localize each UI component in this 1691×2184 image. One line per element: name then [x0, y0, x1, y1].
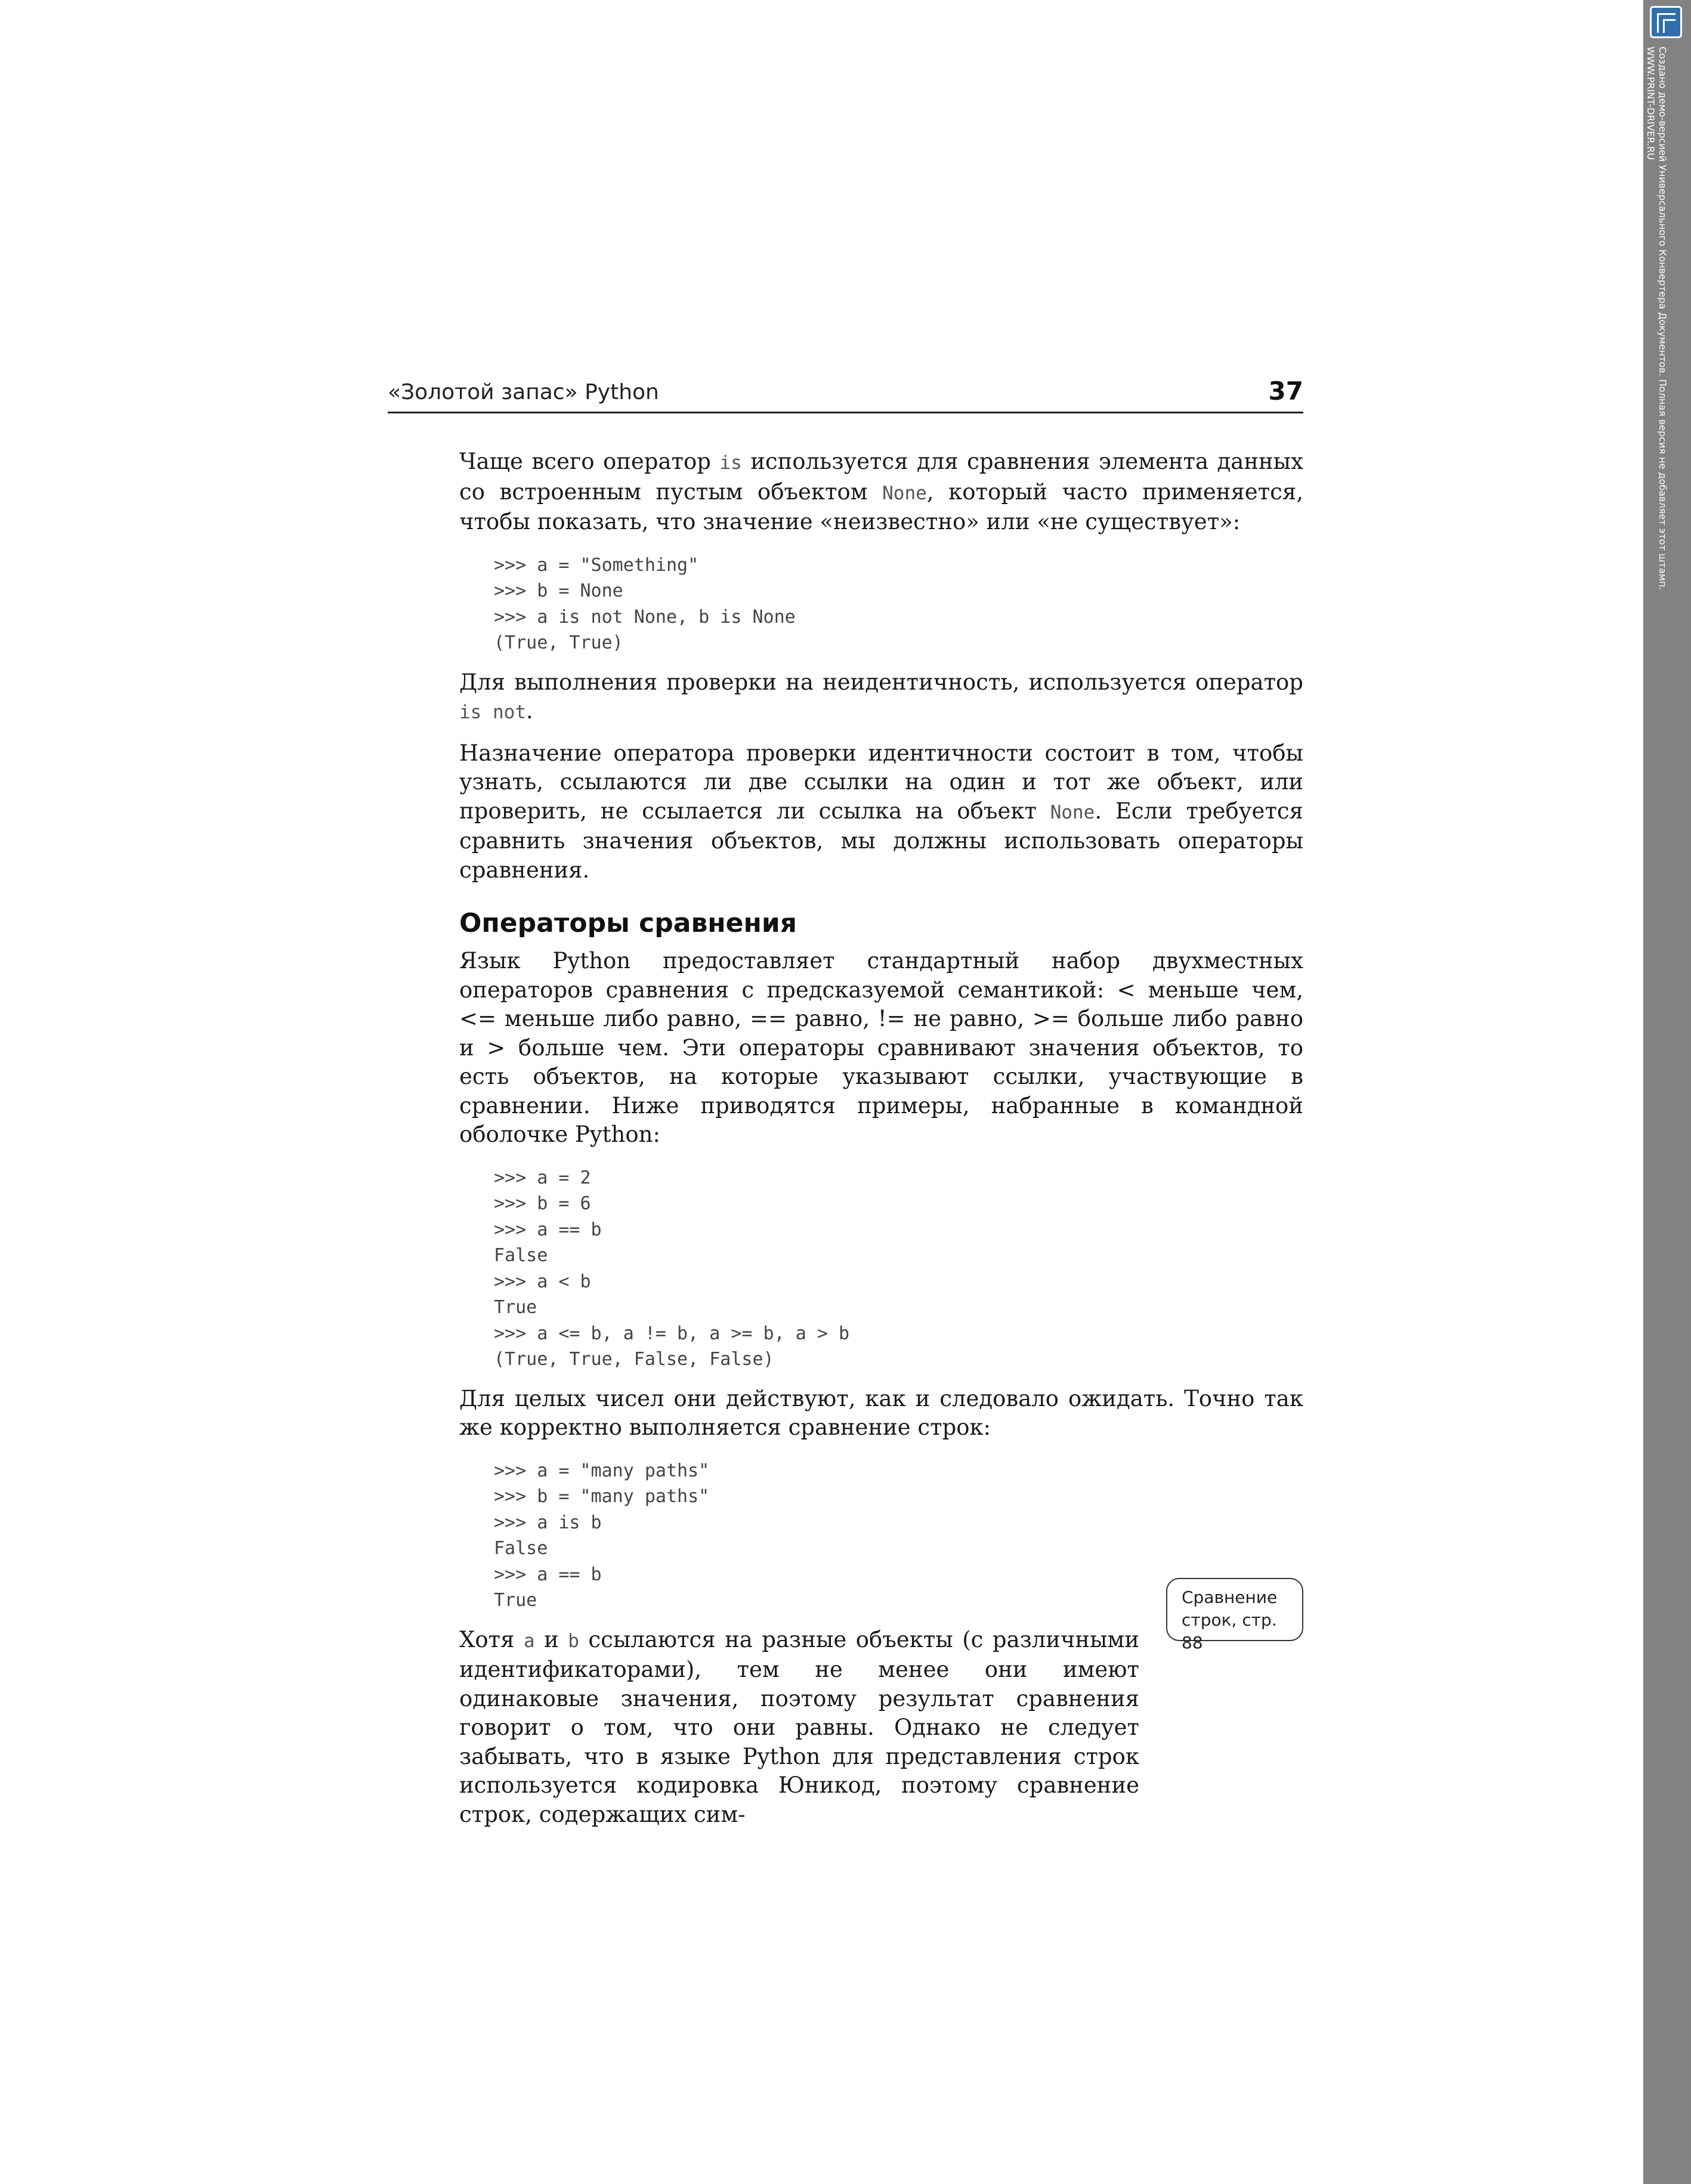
- running-header: [388, 375, 1303, 413]
- code-block-identity: >>> a = "Something" >>> b = None >>> a is not None, b is None (True, True): [494, 554, 796, 653]
- code-block-integer-comparison: >>> a = 2 >>> b = 6 >>> a == b False >>> a < b True >>> a <= b, a != b, a >= b, a > b (True, True, False, False): [494, 1167, 850, 1370]
- paragraph-is-operator: Чаще всего оператор is используется для сравнения элемента данных со встроенным пустым объектом None, который часто применяется, чтобы показать, что значение «неизвестно» или «не существует»:: [459, 449, 1303, 535]
- inline-code: None: [882, 482, 927, 504]
- paragraph-is-not: Для выполнения проверки на неидентичность, используется оператор is not.: [459, 669, 1303, 724]
- section-heading: Операторы сравнения: [459, 908, 797, 938]
- paragraph-identity-purpose: Назначение оператора проверки идентичности состоит в том, чтобы узнать, ссылаются ли две ссылки на один и тот же объект, или проверить, не ссылается ли ссылка на объект None. Если требуется сравнить значения объектов, мы должны использовать операторы сравнения.: [459, 740, 1303, 883]
- page-number: 37: [1268, 376, 1303, 406]
- inline-code: None: [1050, 801, 1095, 823]
- document-converter-logo-icon: [1650, 6, 1682, 38]
- code-block-string-comparison: >>> a = "many paths" >>> b = "many paths" >>> a is b False >>> a == b True: [494, 1460, 710, 1611]
- watermark-url: WWW.PRINT-DRIVER.RU: [1645, 47, 1656, 160]
- inline-code: b: [568, 1630, 579, 1652]
- inline-code: a: [523, 1630, 535, 1652]
- running-title: «Золотой запас» Python: [388, 380, 659, 404]
- inline-code: is: [719, 452, 742, 474]
- paragraph-unicode-note: Хотя a и b ссылаются на разные объекты (с различными идентификаторами), тем не менее они имеют одинаковые значения, поэтому результат сравнения говорит о том, что они равны. Однако не следует забывать, что в языке Python для представления строк используется кодировка Юникод, поэтому сравнение строк, содержащих сим-: [459, 1626, 1139, 1827]
- margin-note-line: Сравнение: [1182, 1587, 1278, 1607]
- margin-note-line: строк, стр. 88: [1182, 1610, 1277, 1652]
- margin-note-cross-reference: [1166, 1578, 1303, 1652]
- watermark-notice: Создано демо-версией Универсального Конвертера Документов. Полная версия не добавляет этот штамп.: [1657, 47, 1668, 591]
- paragraph-string-comparison: Для целых чисел они действуют, как и следовало ожидать. Точно так же корректно выполняется сравнение строк:: [459, 1385, 1303, 1440]
- inline-code: is not: [459, 702, 526, 723]
- watermark-sidebar: [1643, 0, 1691, 2184]
- watermark-text-block: [1644, 47, 1668, 590]
- paragraph-comparison-operators: Язык Python предоставляет стандартный набор двухместных операторов сравнения с предсказуемой семантикой: < меньше чем, <= меньше либо равно, == равно, != не равно, >= больше либо равно и > больше чем. Эти операторы сравнивают значения объектов, то есть объектов, на которые указывают ссылки, участвующие в сравнении. Ниже приводятся примеры, набранные в командной оболочке Python:: [459, 948, 1303, 1147]
